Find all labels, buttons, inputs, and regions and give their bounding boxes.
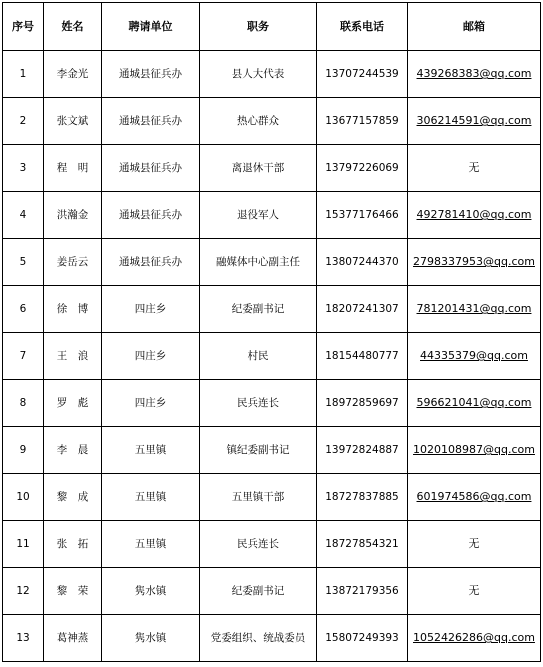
cell-no: 12 — [3, 568, 44, 615]
cell-unit: 四庄乡 — [102, 286, 200, 333]
cell-phone: 13707244539 — [317, 51, 408, 98]
cell-phone: 13677157859 — [317, 98, 408, 145]
table-row — [3, 427, 541, 474]
cell-name: 黎 荣 — [44, 568, 102, 615]
cell-email — [408, 51, 541, 98]
cell-phone: 18972859697 — [317, 380, 408, 427]
cell-no: 4 — [3, 192, 44, 239]
cell-unit: 四庄乡 — [102, 333, 200, 380]
cell-name: 王 浪 — [44, 333, 102, 380]
header-phone: 联系电话 — [317, 3, 408, 51]
cell-email — [408, 615, 541, 662]
cell-phone: 13872179356 — [317, 568, 408, 615]
table-row — [3, 286, 541, 333]
cell-name: 黎 成 — [44, 474, 102, 521]
cell-role: 纪委副书记 — [200, 286, 317, 333]
cell-email — [408, 333, 541, 380]
cell-no: 8 — [3, 380, 44, 427]
cell-unit: 隽水镇 — [102, 615, 200, 662]
cell-role: 五里镇干部 — [200, 474, 317, 521]
cell-no: 1 — [3, 51, 44, 98]
cell-unit: 通城县征兵办 — [102, 239, 200, 286]
cell-role: 民兵连长 — [200, 521, 317, 568]
email-link[interactable]: 306214591@qq.com — [416, 114, 532, 128]
cell-email — [408, 380, 541, 427]
email-link[interactable]: 44335379@qq.com — [420, 349, 528, 363]
cell-name: 姜岳云 — [44, 239, 102, 286]
header-name: 姓名 — [44, 3, 102, 51]
table-row — [3, 474, 541, 521]
email-link[interactable]: 781201431@qq.com — [416, 302, 532, 316]
cell-name: 张 拓 — [44, 521, 102, 568]
cell-email — [408, 521, 541, 568]
cell-phone: 18207241307 — [317, 286, 408, 333]
cell-name: 李 晨 — [44, 427, 102, 474]
email-link[interactable]: 601974586@qq.com — [416, 490, 532, 504]
cell-no: 3 — [3, 145, 44, 192]
email-link[interactable]: 1020108987@qq.com — [413, 443, 535, 457]
cell-no: 11 — [3, 521, 44, 568]
cell-role: 镇纪委副书记 — [200, 427, 317, 474]
cell-phone: 18727854321 — [317, 521, 408, 568]
cell-role: 热心群众 — [200, 98, 317, 145]
email-link[interactable]: 596621041@qq.com — [416, 396, 532, 410]
email-link[interactable]: 2798337953@qq.com — [413, 255, 535, 269]
cell-no: 7 — [3, 333, 44, 380]
cell-unit: 五里镇 — [102, 427, 200, 474]
cell-unit: 隽水镇 — [102, 568, 200, 615]
table-row — [3, 51, 541, 98]
table-row — [3, 98, 541, 145]
cell-unit: 通城县征兵办 — [102, 192, 200, 239]
cell-phone: 13972824887 — [317, 427, 408, 474]
cell-name: 葛神蒸 — [44, 615, 102, 662]
cell-role: 退役军人 — [200, 192, 317, 239]
cell-name: 徐 博 — [44, 286, 102, 333]
cell-role: 村民 — [200, 333, 317, 380]
cell-email — [408, 98, 541, 145]
email-none-text: 无 — [468, 537, 480, 551]
email-none-text: 无 — [468, 584, 480, 598]
email-link[interactable]: 439268383@qq.com — [416, 67, 532, 81]
cell-no: 5 — [3, 239, 44, 286]
cell-role: 融媒体中心副主任 — [200, 239, 317, 286]
email-link[interactable]: 492781410@qq.com — [416, 208, 532, 222]
cell-no: 2 — [3, 98, 44, 145]
cell-email — [408, 286, 541, 333]
cell-phone: 15807249393 — [317, 615, 408, 662]
header-no: 序号 — [3, 3, 44, 51]
cell-name: 洪瀚金 — [44, 192, 102, 239]
cell-no: 6 — [3, 286, 44, 333]
cell-unit: 通城县征兵办 — [102, 145, 200, 192]
cell-name: 李金光 — [44, 51, 102, 98]
cell-unit: 五里镇 — [102, 474, 200, 521]
cell-no: 9 — [3, 427, 44, 474]
table-row — [3, 333, 541, 380]
cell-unit: 五里镇 — [102, 521, 200, 568]
table-row — [3, 192, 541, 239]
cell-email — [408, 474, 541, 521]
cell-name: 罗 彪 — [44, 380, 102, 427]
cell-email — [408, 145, 541, 192]
cell-role: 纪委副书记 — [200, 568, 317, 615]
table-row — [3, 521, 541, 568]
cell-no: 10 — [3, 474, 44, 521]
cell-phone: 13797226069 — [317, 145, 408, 192]
cell-phone: 18154480777 — [317, 333, 408, 380]
contact-table — [2, 2, 541, 662]
cell-role: 党委组织、统战委员 — [200, 615, 317, 662]
cell-role: 离退休干部 — [200, 145, 317, 192]
table-header-row — [3, 3, 541, 51]
table-row — [3, 568, 541, 615]
email-link[interactable]: 1052426286@qq.com — [413, 631, 535, 645]
cell-role: 县人大代表 — [200, 51, 317, 98]
cell-email — [408, 192, 541, 239]
header-role: 职务 — [200, 3, 317, 51]
table-row — [3, 615, 541, 662]
header-unit: 聘请单位 — [102, 3, 200, 51]
cell-name: 张文斌 — [44, 98, 102, 145]
cell-unit: 四庄乡 — [102, 380, 200, 427]
cell-name: 程 明 — [44, 145, 102, 192]
table-row — [3, 239, 541, 286]
cell-email — [408, 427, 541, 474]
email-none-text: 无 — [468, 161, 480, 175]
cell-unit: 通城县征兵办 — [102, 51, 200, 98]
cell-role: 民兵连长 — [200, 380, 317, 427]
cell-email — [408, 239, 541, 286]
cell-phone: 15377176466 — [317, 192, 408, 239]
cell-phone: 13807244370 — [317, 239, 408, 286]
cell-unit: 通城县征兵办 — [102, 98, 200, 145]
cell-email — [408, 568, 541, 615]
table-row — [3, 145, 541, 192]
cell-phone: 18727837885 — [317, 474, 408, 521]
table-body — [3, 51, 541, 662]
header-email: 邮箱 — [408, 3, 541, 51]
table-row — [3, 380, 541, 427]
cell-no: 13 — [3, 615, 44, 662]
